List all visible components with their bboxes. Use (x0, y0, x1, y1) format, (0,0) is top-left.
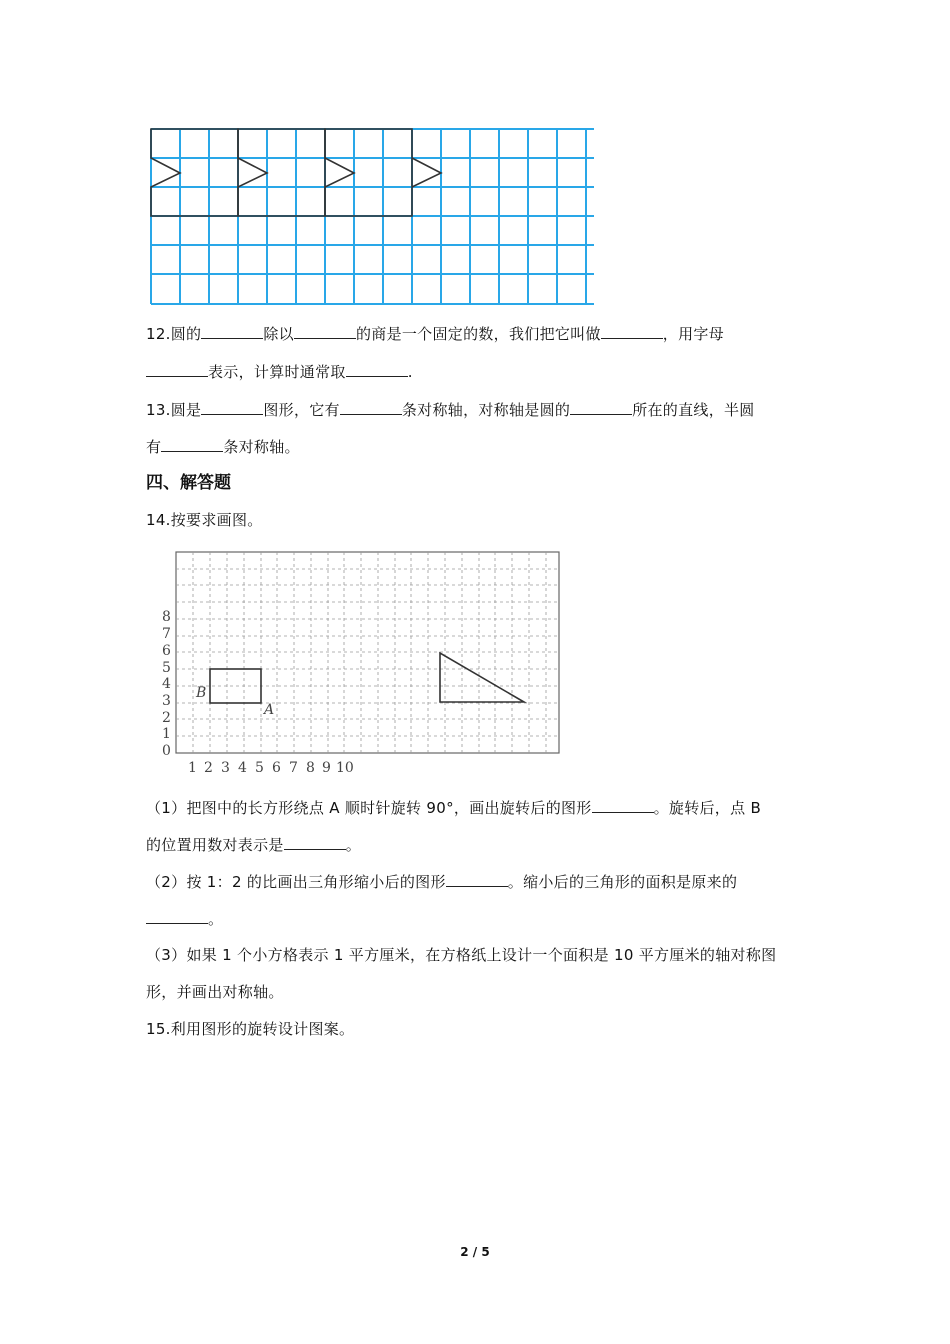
point-b-label: B (196, 685, 207, 701)
q12-text-1: 12.圆的 (146, 325, 202, 343)
page-number: 2 / 5 (460, 1245, 490, 1259)
q13-text-3: 条对称轴，对称轴是圆的 (401, 401, 571, 419)
q14-sub1-text-2: 。旋转后，点 B (653, 799, 762, 817)
q14-sub1-text-1: （1）把图中的长方形绕点 A 顺时针旋转 90°，画出旋转后的图形 (146, 799, 592, 817)
q13-blank-3[interactable] (570, 399, 632, 415)
q12-blank-2[interactable] (294, 323, 356, 339)
q12-text-6: . (407, 363, 413, 381)
q14-sub2-text-2: 。缩小后的三角形的面积是原来的 (507, 873, 738, 891)
q13-text-2: 图形，它有 (263, 401, 340, 419)
point-a-label: A (264, 702, 275, 718)
q12-blank-3[interactable] (601, 323, 663, 339)
y-tick-7: 7 (162, 626, 171, 642)
y-tick-5: 5 (162, 660, 171, 676)
q12-blank-4[interactable] (146, 361, 208, 377)
q14-sub1-blank-1[interactable] (592, 797, 654, 813)
q14-sub1-line-1 (146, 797, 761, 818)
q14-sub1-text-4: 。 (345, 836, 362, 854)
y-tick-4: 4 (162, 676, 171, 692)
q12-text-2: 除以 (263, 325, 294, 343)
q13-blank-2[interactable] (340, 399, 402, 415)
x-tick-1: 1 (188, 760, 197, 776)
question-12-line-2 (146, 361, 413, 382)
q14-sub3-line-2: 形，并画出对称轴。 (146, 983, 284, 1001)
q14-sub1-text-3: 的位置用数对表示是 (146, 836, 284, 854)
q13-text-1: 13.圆是 (146, 401, 202, 419)
x-tick-3: 3 (221, 760, 230, 776)
x-tick-5: 5 (255, 760, 264, 776)
q13-text-4: 所在的直线，半圆 (632, 401, 755, 419)
x-tick-6: 6 (272, 760, 281, 776)
question-14-title: 14.按要求画图。 (146, 511, 263, 529)
x-tick-7: 7 (289, 760, 298, 776)
q12-text-3: 的商是一个固定的数，我们把它叫做 (355, 325, 601, 343)
q12-text-4: ，用字母 (662, 325, 724, 343)
q13-blank-4[interactable] (161, 436, 223, 452)
question-15-title: 15.利用图形的旋转设计图案。 (146, 1020, 355, 1038)
q12-text-5: 表示，计算时通常取 (208, 363, 346, 381)
coordinate-grid-figure (158, 548, 564, 778)
y-tick-8: 8 (162, 609, 171, 625)
section-heading: 四、解答题 (146, 473, 231, 493)
x-tick-2: 2 (204, 760, 213, 776)
y-tick-2: 2 (162, 710, 171, 726)
q13-text-6: 条对称轴。 (223, 438, 300, 456)
q14-sub2-text-1: （2）按 1：2 的比画出三角形缩小后的图形 (146, 873, 446, 891)
question-12-line-1 (146, 323, 724, 344)
question-13-line-1 (146, 399, 755, 420)
y-tick-1: 1 (162, 726, 171, 742)
q14-sub2-line-1 (146, 871, 737, 892)
y-tick-3: 3 (162, 693, 171, 709)
q12-blank-5[interactable] (346, 361, 408, 377)
x-tick-4: 4 (238, 760, 247, 776)
q14-sub2-blank-2[interactable] (146, 908, 208, 924)
y-tick-6: 6 (162, 643, 171, 659)
q13-blank-1[interactable] (201, 399, 263, 415)
y-tick-0: 0 (162, 743, 171, 759)
q14-sub2-blank-1[interactable] (446, 871, 508, 887)
x-tick-9: 9 (322, 760, 331, 776)
q13-text-5: 有 (146, 438, 162, 456)
q14-sub2-line-2 (146, 908, 223, 929)
question-13-line-2 (146, 436, 300, 457)
q14-sub3-line-1: （3）如果 1 个小方格表示 1 平方厘米，在方格纸上设计一个面积是 10 平方厘米的轴对称图 (146, 946, 777, 964)
x-tick-10: 10 (336, 760, 354, 776)
q14-sub2-text-3: 。 (208, 910, 224, 928)
q14-sub1-blank-2[interactable] (284, 834, 346, 850)
q12-blank-1[interactable] (201, 323, 263, 339)
flag-pattern-grid-figure (148, 126, 596, 308)
q14-sub1-line-2 (146, 834, 361, 855)
x-tick-8: 8 (306, 760, 315, 776)
